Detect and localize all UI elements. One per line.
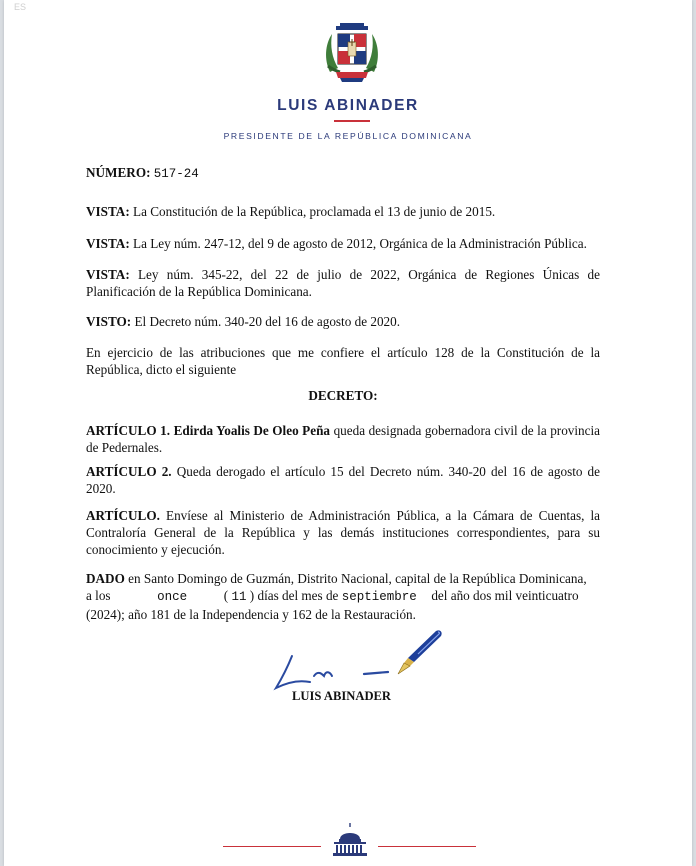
vista-text: Ley núm. 345-22, del 22 de julio de 2022, Orgánica de Regiones Únicas de Planificación de la República Dominicana. [86,267,600,299]
dado-line-3: (2024); año 181 de la Independencia y 162 de la Restauración. [86,607,416,622]
articulo-2 [86,463,600,497]
vista-label: VISTA: [86,204,130,219]
preamble: En ejercicio de las atribuciones que me confiere el artículo 128 de la Constitución de la República, dicto el siguiente [86,345,600,377]
document-page [4,0,692,866]
footer-rule-left [223,846,321,847]
day-num-close: ) [249,588,255,603]
dado-label: DADO [86,571,125,586]
dado-line-1 [86,570,600,587]
visto-paragraph [86,313,600,330]
vista-text: La Constitución de la República, proclamada el 13 de junio de 2015. [133,204,496,219]
a-los-text: a los [86,588,111,603]
numero-label: NÚMERO: [86,165,151,180]
coat-of-arms-icon [322,22,382,84]
fountain-pen-icon [390,628,444,676]
vista-paragraph [86,235,600,252]
visto-text: El Decreto núm. 340-20 del 16 de agosto de 2020. [134,314,401,329]
signature-name: LUIS ABINADER [292,689,392,703]
articulo-label: ARTÍCULO. [86,508,160,523]
vista-paragraph [86,203,600,220]
scan-mark: ES [14,2,27,12]
dado-paragraph [86,570,600,623]
vista-text: La Ley núm. 247-12, del 9 de agosto de 2012, Orgánica de la Administración Pública. [133,236,587,251]
vista-label: VISTA: [86,236,130,251]
articulo-3 [86,507,600,558]
letterhead-name: LUIS ABINADER [277,97,419,114]
numero-value: 517-24 [153,167,199,181]
dias-mes-text: días del mes de [257,588,339,603]
articulo-text: queda designada gobernadora civil de la provincia de Pedernales. [86,423,601,455]
national-palace-icon [331,821,369,857]
vista-paragraph [86,266,600,300]
day-word: once [157,590,188,604]
articulo-1 [86,422,600,456]
articulo-label: ARTÍCULO 1. [86,423,171,438]
visto-label: VISTO: [86,314,132,329]
dado-text: en Santo Domingo de Guzmán, Distrito Nacional, capital de la República Dominicana, [128,571,587,586]
dado-line-2 [86,587,600,606]
articulo-label: ARTÍCULO 2. [86,464,172,479]
decree-number [86,164,600,183]
day-num-open: ( [223,588,229,603]
appointee-name: Edirda Yoalis De Oleo Peña [173,423,331,438]
day-number: 11 [231,590,247,604]
letterhead-divider [334,120,370,122]
year-text: del año dos mil veinticuatro [431,588,579,603]
month: septiembre [341,590,417,604]
letterhead-title: PRESIDENTE DE LA REPÚBLICA DOMINICANA [223,131,473,141]
articulo-text: Envíese al Ministerio de Administración Pública, a la Cámara de Cuentas, la Contraloría General de la República y las demás instituciones correspondientes, para su conocimiento y ejecución. [86,508,600,557]
articulo-text: Queda derogado el artículo 15 del Decreto núm. 340-20 del 16 de agosto de 2020. [86,464,600,496]
decreto-heading: DECRETO: [308,388,378,403]
vista-label: VISTA: [86,267,130,282]
footer-rule-right [378,846,476,847]
